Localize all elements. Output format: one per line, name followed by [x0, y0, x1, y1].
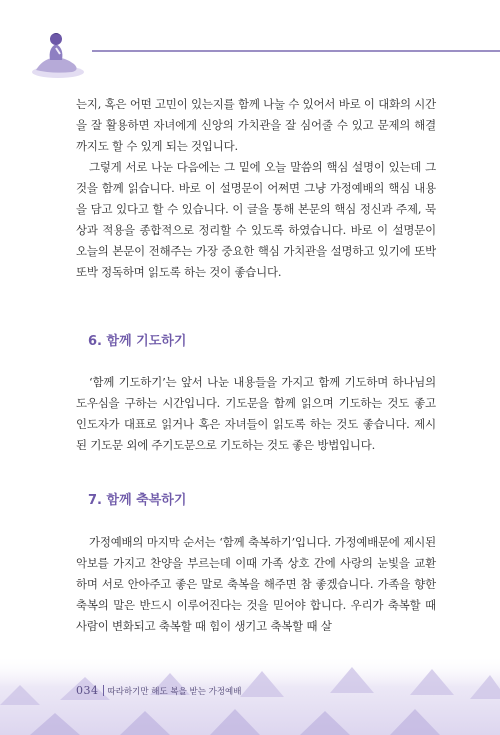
- praying-woman-logo: [22, 26, 90, 80]
- body-block-bless: [76, 532, 436, 637]
- body-block-1: [76, 94, 436, 283]
- paragraph: 는지, 혹은 어떤 고민이 있는지를 함께 나눌 수 있어서 바로 이 대화의 시간을 잘 활용하면 자녀에게 신앙의 가치관을 잘 심어줄 수 있고 문제의 해결까지도 할 수 있게 되는 것입니다.: [76, 97, 436, 153]
- section-title-bless: 7. 함께 축복하기: [88, 493, 187, 508]
- footer-separator: [103, 685, 104, 696]
- header-rule: [92, 50, 500, 52]
- section-title-pray: 6. 함께 기도하기: [88, 334, 187, 349]
- body-block-pray: [76, 372, 436, 456]
- paragraph: 가정예배의 마지막 순서는 ‘함께 축복하기’입니다. 가정예배문에 제시된 악보를 가지고 찬양을 부르는데 이때 가족 상호 간에 사랑의 눈빛을 교환하며 서로 안아주고 좋은 말로 축복을 해주면 참 좋겠습니다. 가족을 향한 축복의 말은 반드시 이루어진다는 것을 믿어야 합니다. 우리가 축복할 때 사람이 변화되고 축복할 때 힘이 생기고 축복할 때 살: [76, 535, 436, 633]
- paragraph: 그렇게 서로 나눈 다음에는 그 밑에 오늘 말씀의 핵심 설명이 있는데 그것을 함께 읽습니다. 바로 이 설명문이 어쩌면 그냥 가정예배의 핵심 내용을 담고 있다고 할 수 있습니다. 이 글을 통해 본문의 핵심 정신과 주제, 묵상과 적용을 종합적으로 정리할 수 있도록 하였습니다. 바로 이 설명문이 오늘의 본문이 전해주는 가장 중요한 핵심 가치관을 설명하고 있기에 또박또박 정독하며 읽도록 하는 것이 좋습니다.: [76, 160, 436, 279]
- running-title: 따라하기만 해도 복을 받는 가정예배: [107, 686, 242, 697]
- paragraph: ‘함께 기도하기’는 앞서 나눈 내용들을 가지고 함께 기도하며 하나님의 도우심을 구하는 시간입니다. 기도문을 함께 읽으며 기도하는 것도 좋고 인도자가 대표로 읽거나 혹은 자녀들이 읽도록 하는 것도 좋습니다. 제시된 기도문 외에 주기도문으로 기도하는 것도 좋은 방법입니다.: [76, 375, 436, 452]
- page-footer: [76, 684, 241, 697]
- decorative-footer-band: [0, 655, 500, 735]
- page-number: 034: [76, 684, 99, 697]
